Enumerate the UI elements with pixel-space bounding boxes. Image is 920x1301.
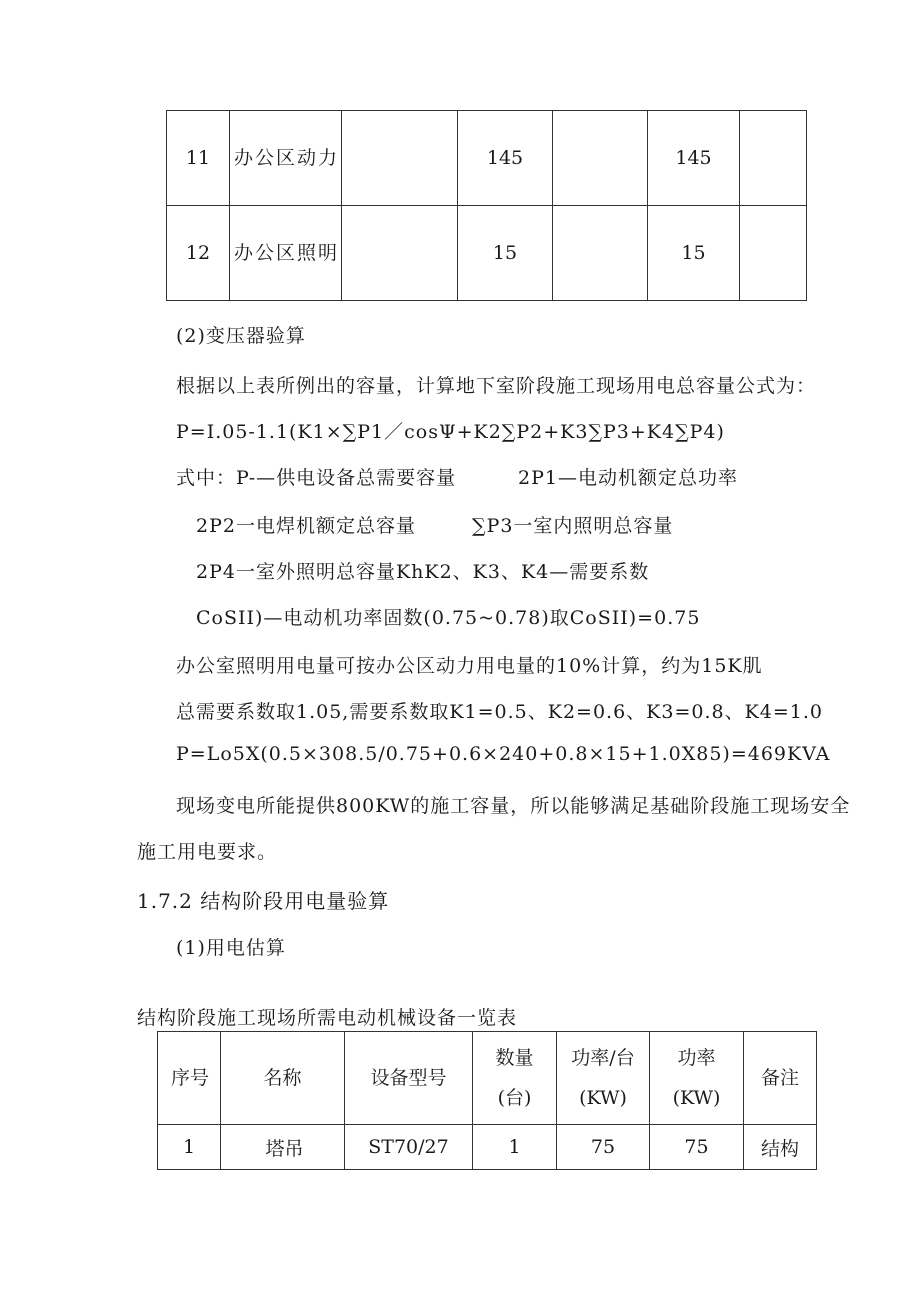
formula: P=I.05-1.1(K1×∑P1／cosΨ+K2∑P2+K3∑P3+K4∑P4)	[176, 421, 725, 443]
legend-line: 2P1—电动机额定总功率	[518, 467, 738, 489]
equipment-note: 结构	[744, 1125, 817, 1170]
header-quantity-line2: (台)	[497, 1087, 532, 1109]
item-name: 办公区照明	[230, 206, 342, 301]
header-note: 备注	[744, 1032, 817, 1125]
paragraph: 根据以上表所例出的容量，计算地下室阶段施工现场用电总容量公式为：	[176, 375, 817, 397]
equipment-model: ST70/27	[345, 1125, 473, 1170]
table-cell: 15	[648, 206, 740, 301]
header-total-power-line1: 功率	[677, 1047, 716, 1069]
formula: P=Lo5X(0.5×308.5/0.75+0.6×240+0.8×15+1.0X85)=469KVA	[176, 743, 831, 765]
header-power-per-unit	[557, 1032, 650, 1125]
paragraph: 施工用电要求。	[137, 841, 278, 863]
equipment-table	[157, 1031, 817, 1170]
table-row	[158, 1125, 817, 1170]
table-cell	[342, 111, 458, 206]
legend-line: CoSII)—电动机功率固数(0.75~0.78)取CoSII)=0.75	[196, 607, 701, 629]
table-cell: 145	[458, 111, 553, 206]
item-name: 办公区动力	[230, 111, 342, 206]
table-cell	[553, 206, 648, 301]
header-model: 设备型号	[345, 1032, 473, 1125]
legend-line: ∑P3一室内照明总容量	[472, 515, 674, 537]
table-cell: 15	[458, 206, 553, 301]
header-quantity	[473, 1032, 557, 1125]
table-cell	[342, 206, 458, 301]
row-number: 11	[167, 111, 230, 206]
legend-line: 2P2一电焊机额定总容量	[196, 515, 416, 537]
header-total-power	[650, 1032, 744, 1125]
equipment-quantity: 1	[473, 1125, 557, 1170]
row-number: 12	[167, 206, 230, 301]
header-power-per-unit-line2: (KW)	[579, 1087, 627, 1109]
paragraph: 总需要系数取1.05,需要系数取K1=0.5、K2=0.6、K3=0.8、K4=1.0	[176, 701, 824, 723]
table-row	[167, 111, 807, 206]
header-total-power-line2: (KW)	[672, 1087, 721, 1109]
subsection-heading: (1)用电估算	[176, 937, 286, 959]
table-cell: 145	[648, 111, 740, 206]
header-power-per-unit-line1: 功率/台	[571, 1047, 635, 1069]
legend-line: 2P4一室外照明总容量KhK2、K3、K4—需要系数	[196, 561, 650, 583]
header-seq: 序号	[158, 1032, 221, 1125]
section-heading-structure: 1.7.2 结构阶段用电量验算	[137, 889, 390, 913]
paragraph: 现场变电所能提供800KW的施工容量，所以能够满足基础阶段施工现场安全	[176, 795, 851, 817]
table-cell	[740, 111, 807, 206]
load-table	[166, 110, 807, 301]
paragraph: 办公室照明用电量可按办公区动力用电量的10%计算，约为15K肌	[176, 655, 763, 677]
equipment-total-power: 75	[650, 1125, 744, 1170]
table-cell	[553, 111, 648, 206]
section-heading-transformer: (2)变压器验算	[176, 325, 306, 347]
table-row	[167, 206, 807, 301]
equipment-power-per-unit: 75	[557, 1125, 650, 1170]
table-caption: 结构阶段施工现场所需电动机械设备一览表	[137, 1007, 518, 1029]
row-number: 1	[158, 1125, 221, 1170]
legend-line: 式中：P-—供电设备总需要容量	[176, 467, 457, 489]
table-cell	[740, 206, 807, 301]
equipment-name: 塔吊	[221, 1125, 345, 1170]
header-quantity-line1: 数量	[495, 1047, 534, 1069]
header-name: 名称	[221, 1032, 345, 1125]
table-header-row	[158, 1032, 817, 1125]
